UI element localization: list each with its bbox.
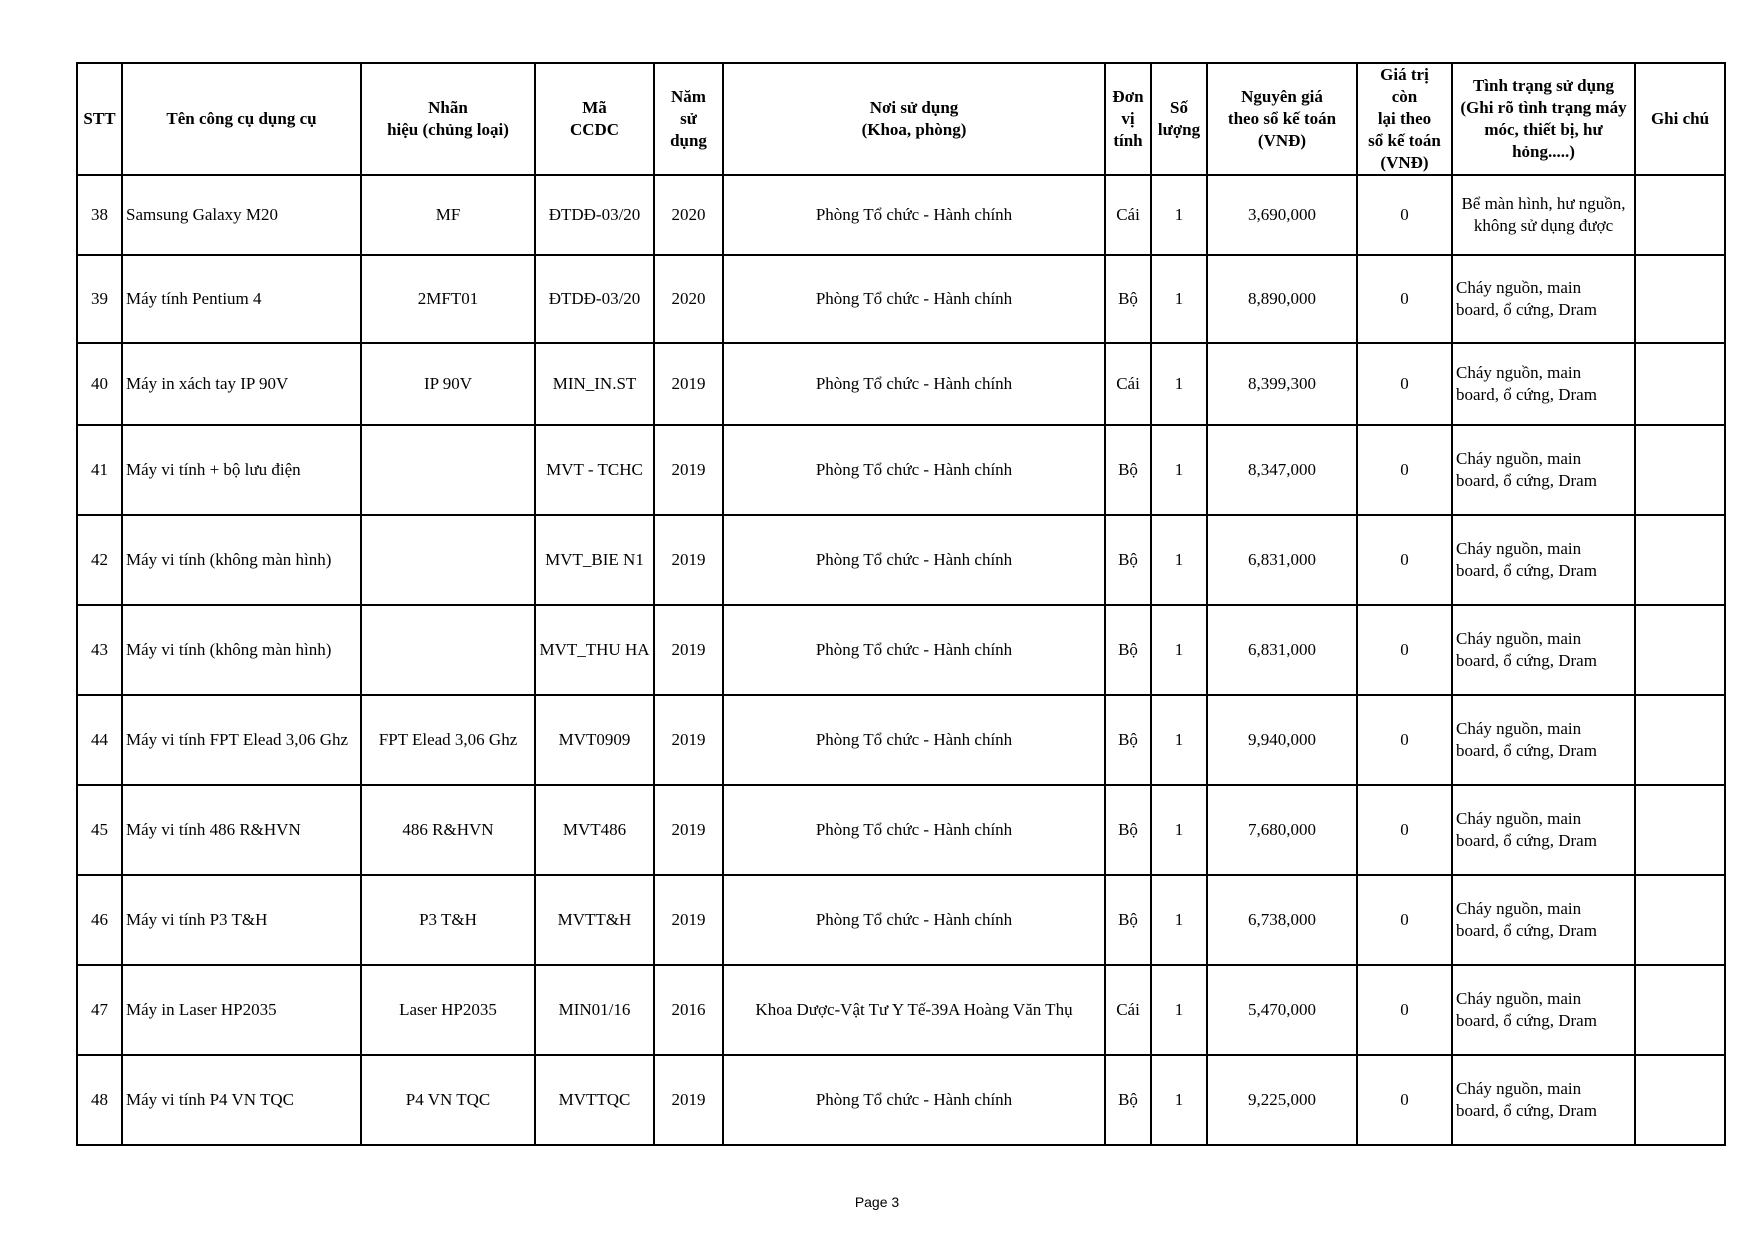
cell-location: Phòng Tổ chức - Hành chính: [723, 1055, 1105, 1145]
cell-brand: 486 R&HVN: [361, 785, 535, 875]
cell-code: MVT0909: [535, 695, 654, 785]
cell-stt: 38: [77, 175, 122, 255]
cell-cost: 9,225,000: [1207, 1055, 1357, 1145]
page-number: Page 3: [854, 1194, 900, 1210]
table-row: [77, 785, 1725, 875]
cell-location: Phòng Tổ chức - Hành chính: [723, 175, 1105, 255]
table-row: [77, 425, 1725, 515]
cell-remaining-value: 0: [1357, 785, 1452, 875]
cell-cost: 7,680,000: [1207, 785, 1357, 875]
cell-stt: 46: [77, 875, 122, 965]
header-cost: Nguyên giá theo sổ kế toán (VNĐ): [1207, 63, 1357, 175]
cell-status: Cháy nguồn, main board, ổ cứng, Dram: [1452, 605, 1635, 695]
cell-year: 2020: [654, 255, 723, 343]
header-remaining-value: Giá trị còn lại theo sổ kế toán (VNĐ): [1357, 63, 1452, 175]
cell-remaining-value: 0: [1357, 695, 1452, 785]
cell-unit: Cái: [1105, 175, 1151, 255]
cell-qty: 1: [1151, 343, 1207, 425]
cell-name: Máy tính Pentium 4: [122, 255, 361, 343]
header-unit: Đơn vị tính: [1105, 63, 1151, 175]
cell-cost: 8,347,000: [1207, 425, 1357, 515]
cell-remaining-value: 0: [1357, 255, 1452, 343]
table-row: [77, 343, 1725, 425]
cell-stt: 43: [77, 605, 122, 695]
cell-year: 2020: [654, 175, 723, 255]
cell-name: Máy vi tính (không màn hình): [122, 515, 361, 605]
cell-location: Phòng Tổ chức - Hành chính: [723, 425, 1105, 515]
cell-stt: 48: [77, 1055, 122, 1145]
cell-brand: MF: [361, 175, 535, 255]
cell-code: MIN_IN.ST: [535, 343, 654, 425]
cell-unit: Bộ: [1105, 425, 1151, 515]
cell-code: MIN01/16: [535, 965, 654, 1055]
cell-code: ĐTDĐ-03/20: [535, 255, 654, 343]
cell-cost: 6,831,000: [1207, 605, 1357, 695]
cell-code: MVT_THU HA: [535, 605, 654, 695]
cell-remaining-value: 0: [1357, 425, 1452, 515]
table-row: [77, 175, 1725, 255]
cell-status: Cháy nguồn, main board, ổ cứng, Dram: [1452, 965, 1635, 1055]
table-row: [77, 1055, 1725, 1145]
cell-location: Khoa Dược-Vật Tư Y Tế-39A Hoàng Văn Thụ: [723, 965, 1105, 1055]
cell-location: Phòng Tổ chức - Hành chính: [723, 605, 1105, 695]
cell-year: 2019: [654, 425, 723, 515]
cell-note: [1635, 255, 1725, 343]
table-row: [77, 965, 1725, 1055]
cell-brand: Laser HP2035: [361, 965, 535, 1055]
cell-year: 2019: [654, 695, 723, 785]
cell-stt: 42: [77, 515, 122, 605]
cell-status: Cháy nguồn, main board, ổ cứng, Dram: [1452, 785, 1635, 875]
cell-location: Phòng Tổ chức - Hành chính: [723, 875, 1105, 965]
cell-name: Máy vi tính (không màn hình): [122, 605, 361, 695]
cell-cost: 3,690,000: [1207, 175, 1357, 255]
table-row: [77, 695, 1725, 785]
cell-brand: P3 T&H: [361, 875, 535, 965]
cell-stt: 44: [77, 695, 122, 785]
cell-unit: Bộ: [1105, 515, 1151, 605]
cell-brand: FPT Elead 3,06 Ghz: [361, 695, 535, 785]
cell-unit: Bộ: [1105, 255, 1151, 343]
table-row: [77, 875, 1725, 965]
cell-stt: 41: [77, 425, 122, 515]
cell-qty: 1: [1151, 175, 1207, 255]
table-row: [77, 515, 1725, 605]
cell-year: 2019: [654, 1055, 723, 1145]
cell-brand: 2MFT01: [361, 255, 535, 343]
cell-unit: Bộ: [1105, 605, 1151, 695]
cell-name: Samsung Galaxy M20: [122, 175, 361, 255]
cell-name: Máy vi tính P3 T&H: [122, 875, 361, 965]
cell-remaining-value: 0: [1357, 515, 1452, 605]
cell-location: Phòng Tổ chức - Hành chính: [723, 255, 1105, 343]
cell-note: [1635, 425, 1725, 515]
cell-note: [1635, 343, 1725, 425]
cell-stt: 39: [77, 255, 122, 343]
cell-location: Phòng Tổ chức - Hành chính: [723, 515, 1105, 605]
cell-qty: 1: [1151, 875, 1207, 965]
cell-unit: Bộ: [1105, 785, 1151, 875]
header-row: [77, 63, 1725, 175]
header-code: Mã CCDC: [535, 63, 654, 175]
cell-qty: 1: [1151, 1055, 1207, 1145]
cell-year: 2016: [654, 965, 723, 1055]
cell-cost: 6,738,000: [1207, 875, 1357, 965]
cell-stt: 40: [77, 343, 122, 425]
cell-location: Phòng Tổ chức - Hành chính: [723, 343, 1105, 425]
cell-remaining-value: 0: [1357, 605, 1452, 695]
cell-code: MVT_BIE N1: [535, 515, 654, 605]
cell-status: Cháy nguồn, main board, ổ cứng, Dram: [1452, 1055, 1635, 1145]
cell-brand: IP 90V: [361, 343, 535, 425]
cell-year: 2019: [654, 605, 723, 695]
cell-status: Cháy nguồn, main board, ổ cứng, Dram: [1452, 255, 1635, 343]
cell-status: Bể màn hình, hư nguồn, không sử dụng được: [1452, 175, 1635, 255]
cell-status: Cháy nguồn, main board, ổ cứng, Dram: [1452, 343, 1635, 425]
cell-code: MVT - TCHC: [535, 425, 654, 515]
cell-cost: 8,890,000: [1207, 255, 1357, 343]
header-stt: STT: [77, 63, 122, 175]
header-location: Nơi sử dụng (Khoa, phòng): [723, 63, 1105, 175]
cell-year: 2019: [654, 785, 723, 875]
cell-unit: Cái: [1105, 965, 1151, 1055]
table-row: [77, 605, 1725, 695]
cell-brand: P4 VN TQC: [361, 1055, 535, 1145]
cell-name: Máy vi tính + bộ lưu điện: [122, 425, 361, 515]
cell-note: [1635, 1055, 1725, 1145]
cell-name: Máy vi tính 486 R&HVN: [122, 785, 361, 875]
cell-status: Cháy nguồn, main board, ổ cứng, Dram: [1452, 515, 1635, 605]
cell-cost: 5,470,000: [1207, 965, 1357, 1055]
cell-note: [1635, 695, 1725, 785]
cell-cost: 6,831,000: [1207, 515, 1357, 605]
cell-remaining-value: 0: [1357, 1055, 1452, 1145]
cell-unit: Bộ: [1105, 1055, 1151, 1145]
cell-qty: 1: [1151, 605, 1207, 695]
cell-qty: 1: [1151, 965, 1207, 1055]
cell-year: 2019: [654, 515, 723, 605]
cell-status: Cháy nguồn, main board, ổ cứng, Dram: [1452, 695, 1635, 785]
cell-unit: Bộ: [1105, 695, 1151, 785]
cell-brand: [361, 605, 535, 695]
cell-qty: 1: [1151, 255, 1207, 343]
cell-note: [1635, 175, 1725, 255]
cell-year: 2019: [654, 343, 723, 425]
cell-code: MVTTQC: [535, 1055, 654, 1145]
cell-note: [1635, 515, 1725, 605]
cell-qty: 1: [1151, 425, 1207, 515]
cell-brand: [361, 425, 535, 515]
cell-remaining-value: 0: [1357, 175, 1452, 255]
header-qty: Số lượng: [1151, 63, 1207, 175]
header-brand: Nhãn hiệu (chủng loại): [361, 63, 535, 175]
cell-cost: 9,940,000: [1207, 695, 1357, 785]
cell-note: [1635, 875, 1725, 965]
cell-note: [1635, 605, 1725, 695]
header-status: Tình trạng sử dụng (Ghi rõ tình trạng máy móc, thiết bị, hư hỏng.....): [1452, 63, 1635, 175]
cell-stt: 45: [77, 785, 122, 875]
cell-qty: 1: [1151, 785, 1207, 875]
cell-name: Máy vi tính FPT Elead 3,06 Ghz: [122, 695, 361, 785]
cell-code: ĐTDĐ-03/20: [535, 175, 654, 255]
cell-stt: 47: [77, 965, 122, 1055]
cell-note: [1635, 965, 1725, 1055]
cell-note: [1635, 785, 1725, 875]
cell-remaining-value: 0: [1357, 965, 1452, 1055]
cell-unit: Bộ: [1105, 875, 1151, 965]
cell-qty: 1: [1151, 515, 1207, 605]
cell-remaining-value: 0: [1357, 343, 1452, 425]
cell-location: Phòng Tổ chức - Hành chính: [723, 695, 1105, 785]
table-row: [77, 255, 1725, 343]
cell-status: Cháy nguồn, main board, ổ cứng, Dram: [1452, 875, 1635, 965]
cell-location: Phòng Tổ chức - Hành chính: [723, 785, 1105, 875]
cell-unit: Cái: [1105, 343, 1151, 425]
cell-name: Máy in xách tay IP 90V: [122, 343, 361, 425]
cell-remaining-value: 0: [1357, 875, 1452, 965]
cell-name: Máy in Laser HP2035: [122, 965, 361, 1055]
cell-cost: 8,399,300: [1207, 343, 1357, 425]
cell-year: 2019: [654, 875, 723, 965]
cell-qty: 1: [1151, 695, 1207, 785]
header-year: Năm sử dụng: [654, 63, 723, 175]
inventory-table: [76, 62, 1726, 1146]
cell-code: MVTT&H: [535, 875, 654, 965]
cell-code: MVT486: [535, 785, 654, 875]
cell-status: Cháy nguồn, main board, ổ cứng, Dram: [1452, 425, 1635, 515]
header-name: Tên công cụ dụng cụ: [122, 63, 361, 175]
header-note: Ghi chú: [1635, 63, 1725, 175]
cell-brand: [361, 515, 535, 605]
cell-name: Máy vi tính P4 VN TQC: [122, 1055, 361, 1145]
